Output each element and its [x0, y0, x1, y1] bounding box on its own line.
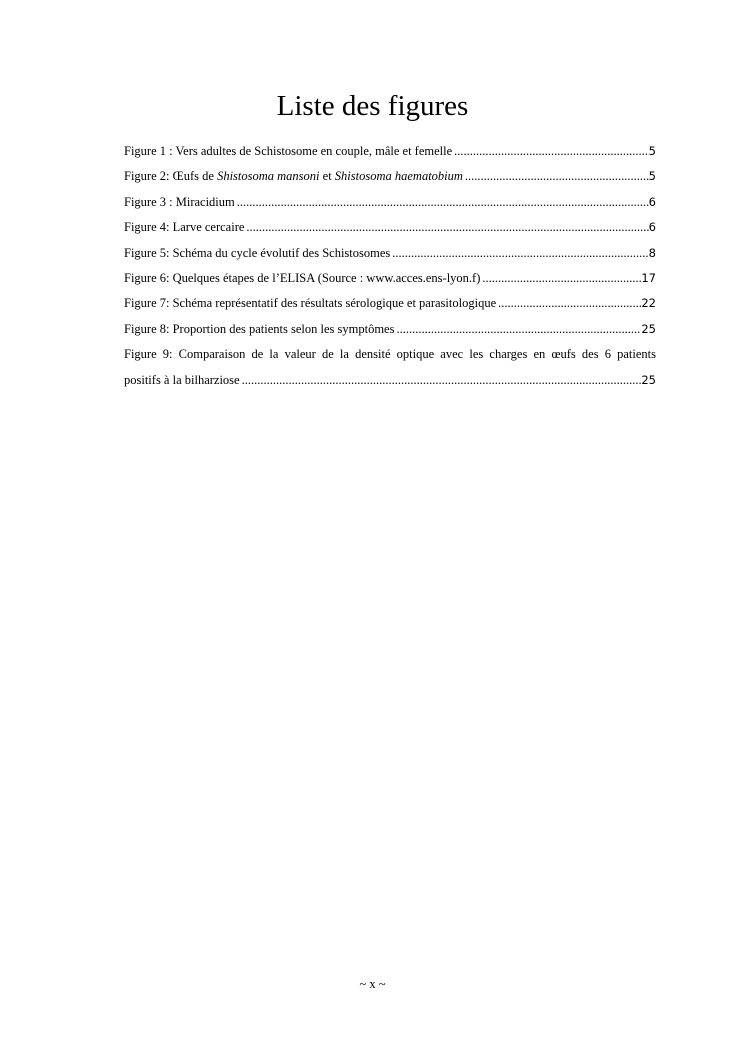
- dot-leader: [392, 241, 648, 266]
- toc-entry-figure-6[interactable]: [124, 266, 656, 291]
- dot-leader: [498, 291, 641, 316]
- toc-entry-figure-2[interactable]: [124, 164, 656, 189]
- toc-entry-text: Figure 1 : Vers adultes de Schistosome en couple, mâle et femelle: [124, 144, 453, 158]
- toc-entry-figure-8[interactable]: [124, 317, 656, 342]
- toc-page-number: 17: [641, 270, 656, 285]
- toc-page-number: 5: [648, 144, 656, 158]
- toc-page-number: 22: [641, 296, 656, 311]
- toc-entry-figure-7[interactable]: [124, 291, 656, 316]
- dot-leader: [242, 368, 642, 393]
- page-number-footer: ~ x ~: [359, 977, 386, 991]
- toc-entry-text: Figure 7: Schéma représentatif des résultats sérologique et parasitologique: [124, 296, 497, 311]
- toc-entry-text: Figure 4: Larve cercaire: [124, 220, 245, 235]
- toc-entry-figure-3[interactable]: [124, 190, 656, 215]
- toc-entry-text: Figure 3 : Miracidium: [124, 194, 235, 209]
- toc-page-number: 6: [648, 194, 656, 209]
- toc-entry-figure-4[interactable]: [124, 215, 656, 240]
- species-name-italic: Shistosoma mansoni: [217, 169, 320, 184]
- toc-entry-text-line-2: positifs à la bilharziose: [124, 372, 240, 387]
- toc-entry-text-line-1: Figure 9: Comparaison de la valeur de la densité optique avec les charges en œufs des 6 patients: [124, 347, 656, 362]
- list-of-figures: [124, 139, 656, 393]
- dot-leader: [237, 190, 649, 215]
- toc-entry-figure-9[interactable]: [124, 342, 656, 393]
- species-name-italic: Shistosoma haematobium: [334, 169, 463, 184]
- toc-entry-text: Figure 5: Schéma du cycle évolutif des Schistosomes: [124, 245, 391, 260]
- page-title: Liste des figures: [276, 90, 469, 122]
- toc-entry-text: Figure 8: Proportion des patients selon les symptômes: [124, 321, 395, 336]
- toc-page-number: 8: [648, 245, 656, 260]
- toc-entry-text: Figure 2: Œufs de Shistosoma mansoni et Shistosoma haematobium: [124, 169, 463, 184]
- toc-entry-figure-5[interactable]: [124, 241, 656, 266]
- toc-entry-text: Figure 6: Quelques étapes de l’ELISA (Source : www.acces.ens-lyon.f): [124, 270, 481, 285]
- toc-page-number: 25: [641, 372, 656, 387]
- dot-leader: [454, 139, 649, 164]
- dot-leader: [465, 164, 649, 189]
- dot-leader: [396, 317, 641, 342]
- dot-leader: [246, 215, 648, 240]
- toc-page-number: 6: [648, 220, 656, 235]
- toc-entry-figure-1[interactable]: [124, 139, 656, 164]
- dot-leader: [482, 266, 641, 291]
- toc-page-number: 25: [641, 321, 656, 336]
- toc-page-number: 5: [648, 169, 656, 184]
